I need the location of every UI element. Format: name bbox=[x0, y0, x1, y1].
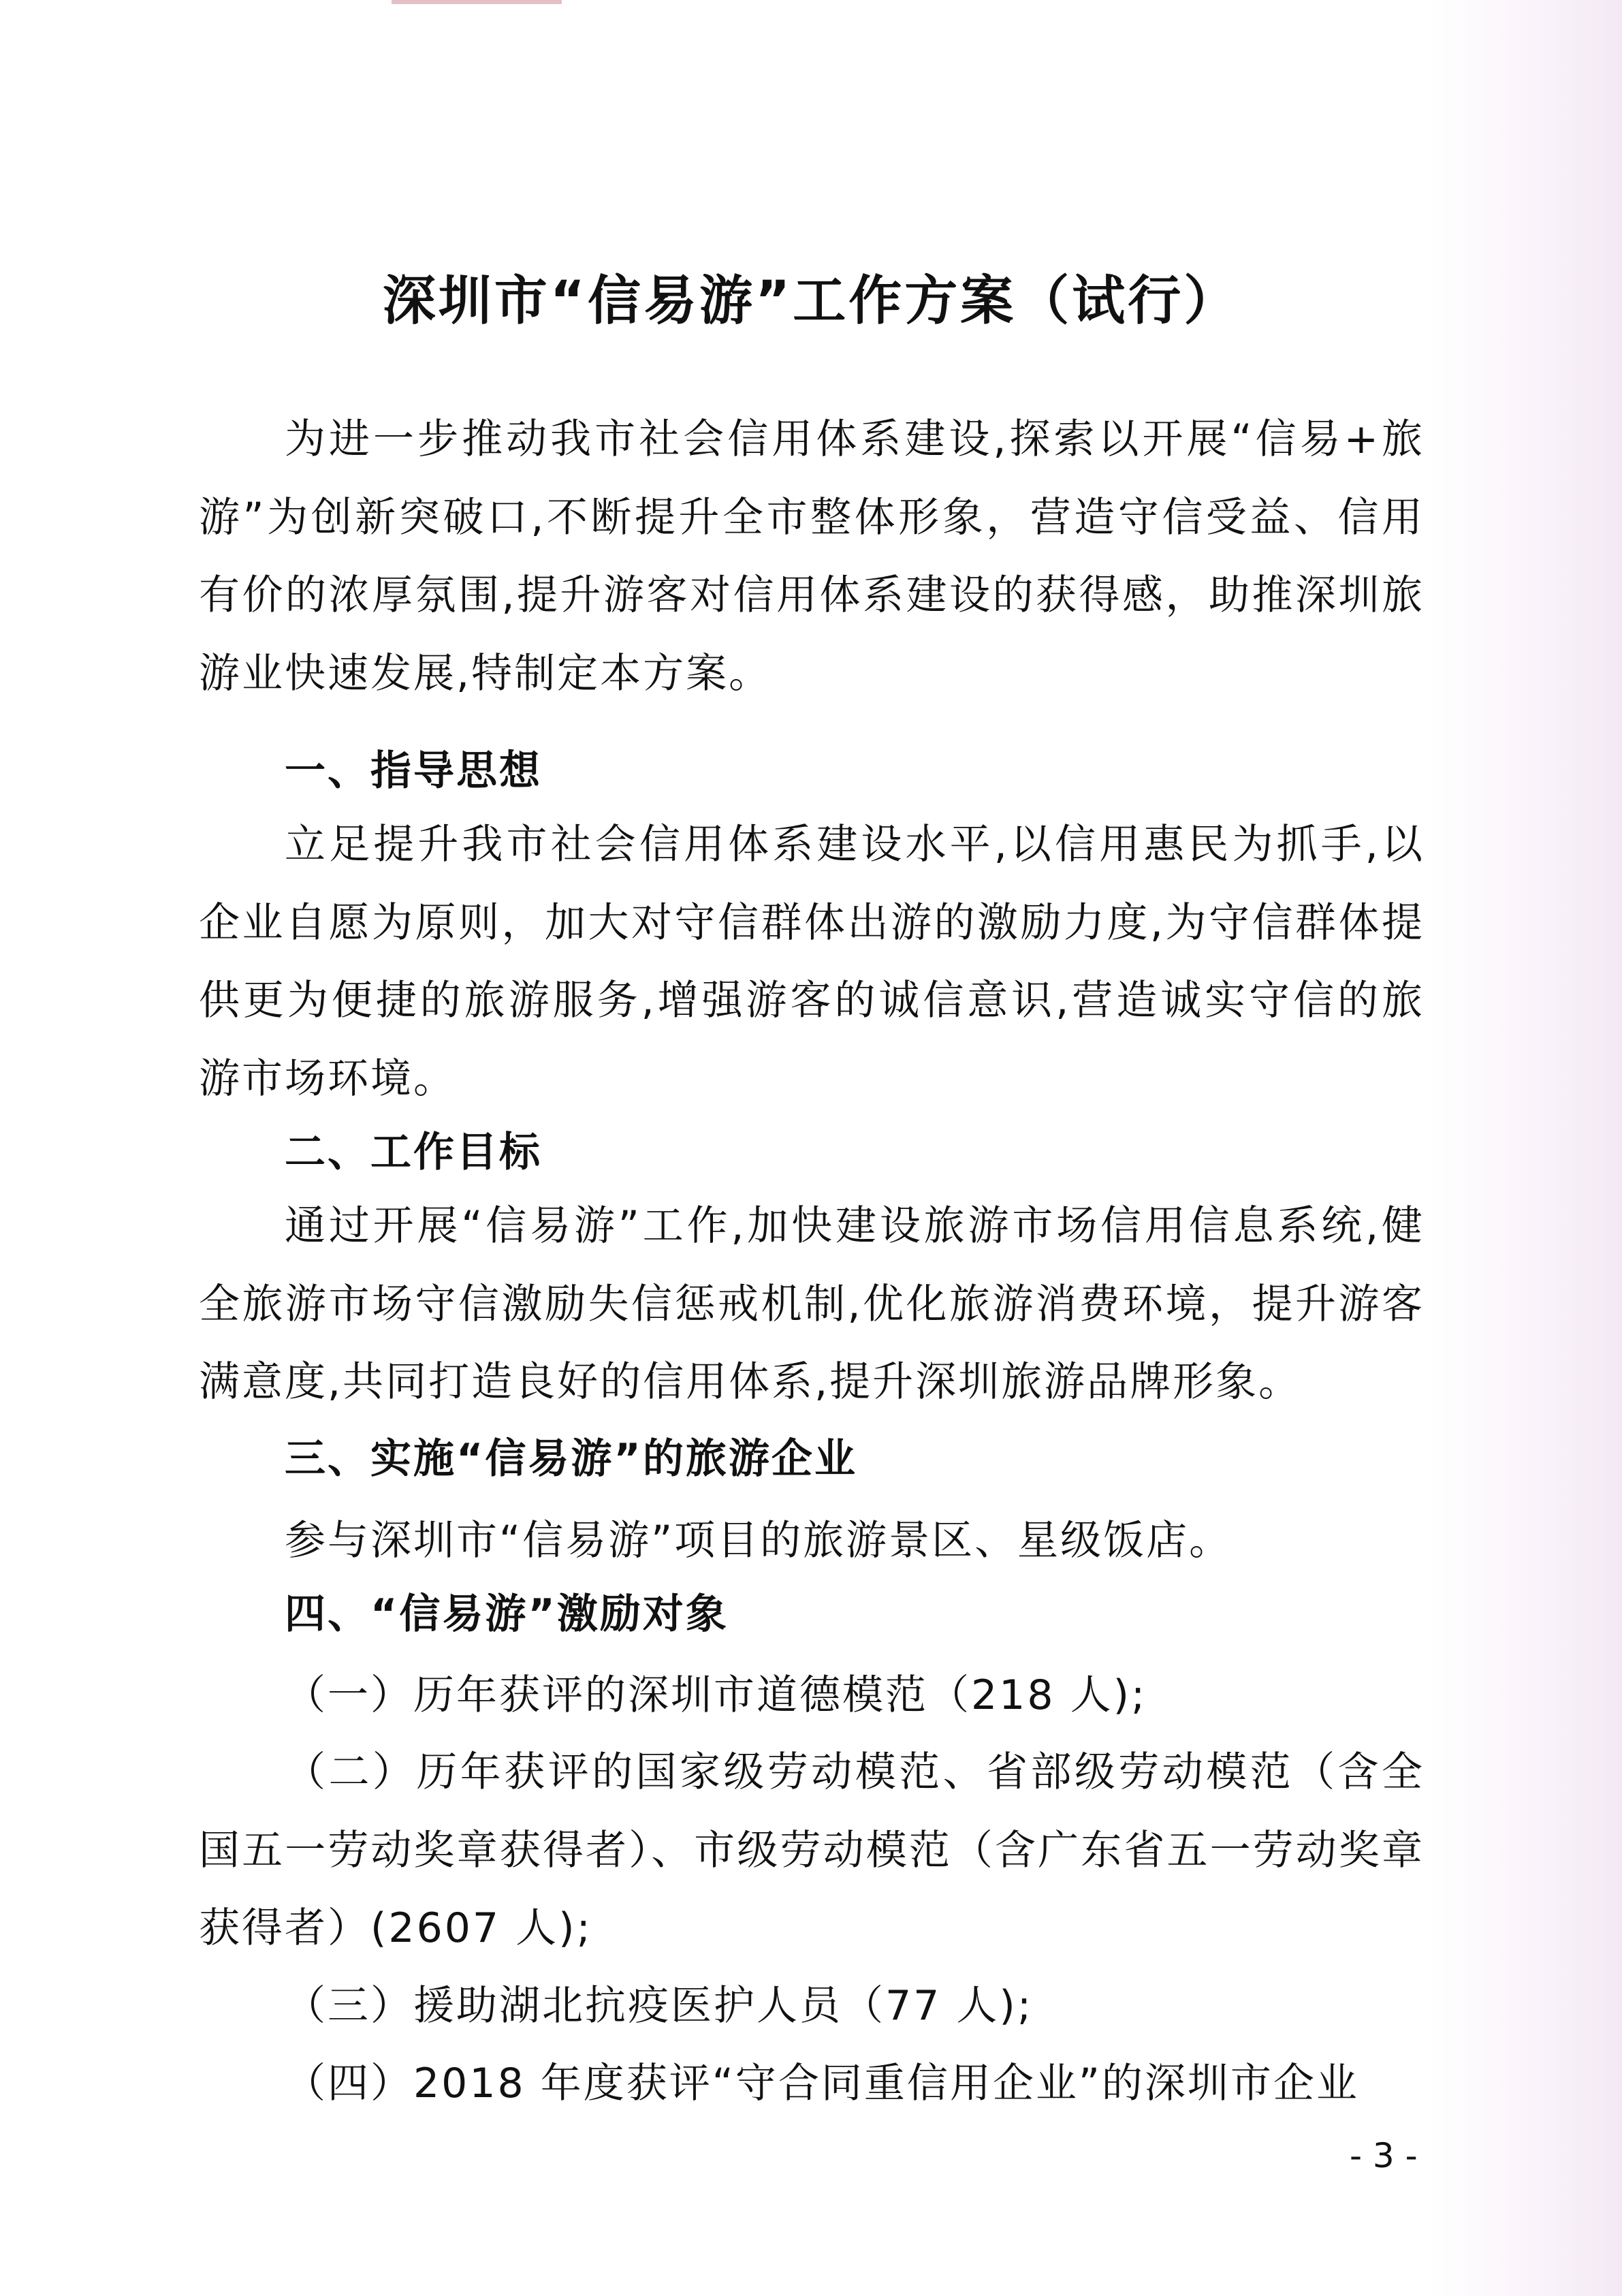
incentive-item-4: （四）2018 年度获评“守合同重信用企业”的深圳市企业 bbox=[285, 2060, 1359, 2107]
section-2-heading: 二、工作目标 bbox=[285, 1129, 542, 1176]
section-1-body: 立足提升我市社会信用体系建设水平,以信用惠民为抓手,以企业自愿为原则，加大对守信群体出游的激励力度,为守信群体提供更为便捷的旅游服务,增强游客的诚信意识,营造诚实守信的旅游市场环境。 bbox=[199, 821, 1425, 1103]
section-4-heading: 四、“信易游”激励对象 bbox=[285, 1590, 729, 1638]
top-edge-mark bbox=[392, 0, 562, 4]
incentive-item-3: （三）援助湖北抗疫医护人员（77 人); bbox=[285, 1982, 1034, 2030]
incentive-item-2: （二）历年获评的国家级劳动模范、省部级劳动模范（含全国五一劳动奖章获得者）、市级劳动模范（含广东省五一劳动奖章获得者）(2607 人); bbox=[199, 1748, 1425, 1952]
page-number: - 3 - bbox=[1350, 2136, 1418, 2175]
document-title: 深圳市“信易游”工作方案（试行） bbox=[382, 270, 1240, 332]
section-3-heading: 三、实施“信易游”的旅游企业 bbox=[285, 1435, 857, 1483]
section-1-heading: 一、指导思想 bbox=[285, 747, 542, 795]
intro-paragraph: 为进一步推动我市社会信用体系建设,探索以开展“信易+旅游”为创新突破口,不断提升全市整体形象，营造守信受益、信用有价的浓厚氛围,提升游客对信用体系建设的获得感，助推深圳旅游业快速发展,特制定本方案。 bbox=[199, 415, 1425, 697]
section-3-body: 参与深圳市“信易游”项目的旅游景区、星级饭店。 bbox=[285, 1517, 1233, 1564]
incentive-item-1: （一）历年获评的深圳市道德模范（218 人); bbox=[285, 1671, 1147, 1719]
section-2-body: 通过开展“信易游”工作,加快建设旅游市场信用信息系统,健全旅游市场守信激励失信惩戒机制,优化旅游消费环境，提升游客满意度,共同打造良好的信用体系,提升深圳旅游品牌形象。 bbox=[199, 1202, 1425, 1406]
